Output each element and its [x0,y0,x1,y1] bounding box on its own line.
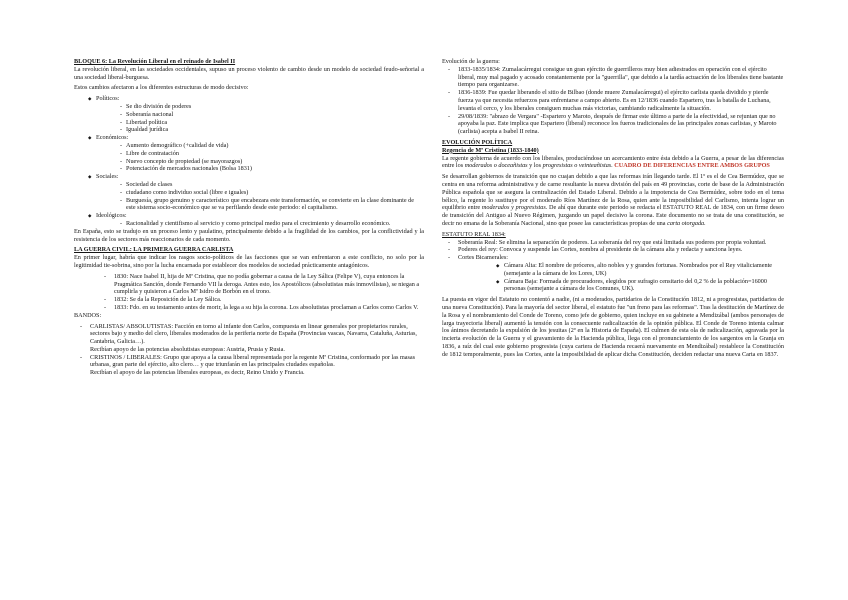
list-item: - Nuevo concepto de propiedad (se mayorazgos) [96,158,424,166]
list-item: - 1836-1839: Fue quedar liberando el sitio de Bilbao (donde muere Zumalacárregui) el ejército carlista queda dividido y pierde fuerza ya que necesita refuerzos para enfrentarse a campo abierto. Es en 12/1836 cuando Espartero, tras la batalla de Luchana, levanta el cerco, y los liberales consiguen muchas más victorias, cambiando radicalmente la situación. [442,89,784,112]
category-economicos [74,134,424,173]
carta-otorgada-term: carta otorgada. [667,219,706,227]
regency-text: La regente gobierna de acuerdo con los liberales, produciéndose un acercamiento entre ésta debido a la Guerra, a pesar de las diferencias entre los [442,154,784,170]
list-item: - Aumento demográfico (+calidad de vida) [96,142,424,150]
list-item: - 1833-1835/1834: Zumalacárregui consigue un gran ejército de guerrilleros muy bien adiestrados en operación con el ejército liberal, muy mal pagado y acosado constantemente por la "guerrilla", que debido a la tardía actuación de los liberales tiene bastante tiempo para organizarse. [442,66,784,89]
list-item: ◆ Cámara Alta: El nombre de próceres, alto nobles y y grandes fortunas. Nombrados por el Rey vitaliciamente (semejante a la cámara de los Lores, UK) [442,262,784,278]
moderados-term: moderados o doceañistas [464,162,528,170]
category-label: Ideológicos: [96,212,127,220]
camaras-list [442,262,784,293]
transition-text-b: De ahí que durante este periodo se redacta el ESTATUTO REAL de 1834, con un firme deseo de transición del Antiguo al Nuevo Régimen, juzgando un papel decisivo la corona. Este documento no se trata de una constitución, se decir no emana de la Soberanía Nacional, sino que posee las características propias de una [442,204,784,227]
list-item: - Libertad política [96,119,424,127]
intro-paragraph-1: La revolución liberal, en las sociedades occidentales, supuso un proceso violento de cambio desde un modelo de sociedad feudo-señorial a una sociedad liberal-burguesa. [74,65,424,81]
bando-note: Recibían el apoyo de las potencias liberales europeas, es decir, Reino Unido y Francia. [90,369,305,377]
list-item: - Cortes Bicamerales: [442,254,784,262]
list-item: - ciudadano como individuo social (libre e iguales) [96,189,424,197]
list-item: - Racionalidad y cientifismo al servicio y como principal medio para el crecimiento y desarrollo económico. [96,220,424,228]
bando-note: Recibían apoyo de las potencias absolutistas europeas: Austria, Prusia y Rusia. [90,345,285,353]
change-categories-list [74,95,424,228]
category-ideologicos [74,212,424,228]
list-item: - Potenciación de mercados nacionales (Bolsa 1831) [96,165,424,173]
category-label: Sociales: [96,173,119,181]
left-column [74,58,424,377]
list-item: - 1832: Se da la Reposición de la Ley Sálica. [74,296,424,304]
category-label: Políticos: [96,95,120,103]
estatuto-label: ESTATUTO REAL 1834: [442,230,506,238]
list-item: - Soberanía Real: Se elimina la separación de poderes. La soberanía del rey que está limitada sus poderes por propia voluntad. [442,239,784,247]
bando-text: CARLISTAS/ ABSOLUTISTAS: Facción en torno al infante don Carlos, compuesta en linear generales por propietarios rurales, sectores bajo y medio del clero, liberales moderados de la periferia norte de España (Provincias vascas, Navarra, Cataluña, Asturias, Cantabria, Galicia…). [90,322,417,346]
list-item: - Burguesía, grupo genuino y característico que encabezara este transformación, se convierte en la clase dominante de este sistema socio-económico que se va perfilando desde este periodo: el capitalismo. [96,197,424,213]
spain-paragraph: En España, esto se tradujo en un proceso lento y paulatino, principalmente debido a la fragilidad de los cambios, por la conflictividad y la resistencia de los sectores más reaccionarios de cada momento. [74,227,424,243]
document-title: BLOQUE 6: La Revolución Liberal en el reinado de Isabel II [74,58,236,65]
war-heading: LA GUERRA CIVIL: LA PRIMERA GUERRA CARLISTA [74,246,234,254]
list-item: - Sociedad de clases [96,181,424,189]
list-item: - 1833: Fdo. en su testamento antes de morir, la lega a su hija la corona. Los absolutistas proclaman a Carlos como Carlos V. [74,304,424,312]
category-politicos [74,95,424,134]
right-column [442,58,784,361]
bando-cristinos [74,354,424,377]
evolution-label: Evolución de la guerra: [442,58,500,65]
list-item: - Igualdad jurídica [96,126,424,134]
list-item: ◆ Cámara Baja: Formada de procuradores, elegidos por sufragio censitario del 0,2 % de la población=16000 personas (semejante a cámara de los Comunes, UK). [442,278,784,294]
transition-paragraph [442,173,784,228]
list-item: - 29/08/1839: "abrazo de Vergara" -Espartero y Maroto, después de firmar este último a parte de la efectividad, se rejuntan que no apoyaba la paz. Este implica que Espartero (liberal) reconoce los fueros tradicionales de las principales zonas carlistas, y Maroto (carlista) acepta a Isabel II reina. [442,113,784,136]
intro-paragraph-2: Estos cambios afectaron a los diferentes estructuras de modo decisivo: [74,84,249,92]
final-paragraph: La puesta en vigor del Estatuto no contentó a nadie, (ni a moderados, partidarios de la Constitución 1812, ni a progresistas, partidarios de una nueva Constitución). Para la mayoría del sector liberal, el estatuto fue "un freno para las reformas". Tras la destitución de Martínez de la Rosa y el nombramiento del Conde de Toreno, como jefe de gobierno, quien incluye en su gabinete a Mendizábal (ambos personajes de larga trayectoria liberal) aumentó la tensión con la consecuente radicalización de la opinión pública. El Conde de Toreno intenta calmar los ánimos decretando la expulsión de los jesuitas (2º en la Historia de España). El culmen de esta ola de radicalización, agravada por la incierta evolución de la Guerra y el gravamiento de la Hacienda pública, llega con el pronunciamiento de los sargentos en la Granja en 1836, a raíz del cual este gobierno progresista (cuya cartera de Hacienda recaerá nuevamente en Mendizábal) restablece la Constitución de 1812 temporalmente, pues las Cortes, ante la imposibilidad de aplicar dicha Constitución, deciden redactar una nueva Carta en 1837. [442,296,784,358]
political-evolution-heading: EVOLUCIÓN POLÍTICA [442,138,513,146]
regency-label: Regencia de Mª Cristina (1833-1840) [442,146,539,154]
differences-link[interactable]: CUADRO DE DIFERENCIAS ENTRE AMBOS GRUPOS [614,162,770,170]
regency-paragraph [442,155,784,171]
bandos-label: BANDOS: [74,311,102,319]
list-item: - 1830: Nace Isabel II, hija de Mª Cristina, que no podía gobernar a causa de la Ley Sálica (Felipe V), cuya entonces la Pragmática Sanción, donde Fernando VII la deroga. Antes esto, los Apostólicos (absolutistas más inmovilistas), se niegan a cumplirla y quisieron a Carlos Mª Isidro de Borbón en el trono. [74,273,424,296]
bandos-list [74,323,424,378]
category-label: Económicos: [96,134,129,142]
list-item: - Libre de contratación [96,150,424,158]
list-item: - Se dio división de poderes [96,103,424,111]
moderados-progresistas-term: moderados y progresistas. [481,204,548,212]
bando-text: CRISTINOS / LIBERALES: Grupo que apoya a la causa liberal representada por la regente Mª Cristina, conformado por las masas urbanas, gran parte del ejército, alto clero… y que triunfarán en las principales ciudades españolas. [90,353,416,369]
list-item: - Soberanía nacional [96,111,424,119]
bando-carlistas [74,323,424,354]
estatuto-list [442,239,784,262]
category-sociales [74,173,424,212]
evolution-list [442,66,784,136]
progresistas-term: progresistas o veinteañistas. [542,162,613,170]
regency-connector: y los [529,162,542,170]
war-timeline-list [74,273,424,312]
war-paragraph: En primer lugar, habría que indicar los rasgos socio-políticos de las facciones que se van enfrentaron a este conflicto, no solo por la legitimidad tie-sobrina, sino por la lucha encarnada por establecer dos modelos de sociedad prácticamente antagónicos. [74,254,424,269]
list-item: - Poderes del rey: Convoca y suspende las Cortes, nombra al presidente de la cámara alta y redacta y sanciona leyes. [442,246,784,254]
transition-text-a: Se desarrollan gobiernos de transición que no cuajan debido a que las reformas irán llegando tarde. El 1º es el de Cea Bermúdez, que se centra en una reforma administrativa y de carne resultante la nueva división del país en 49 provincias, corte de base de la Administración Pública española que se asegura la centralización del Estado Liberal. Debido a la impotencia de Cea Bermúdez, sobre todo en el tema bélico, la regente lo sustituye por el moderado Ríos Martínez de la Rosa, quien ante la imposibilidad del Carlismo, intenta lograr un equilibrio entre [442,173,784,212]
